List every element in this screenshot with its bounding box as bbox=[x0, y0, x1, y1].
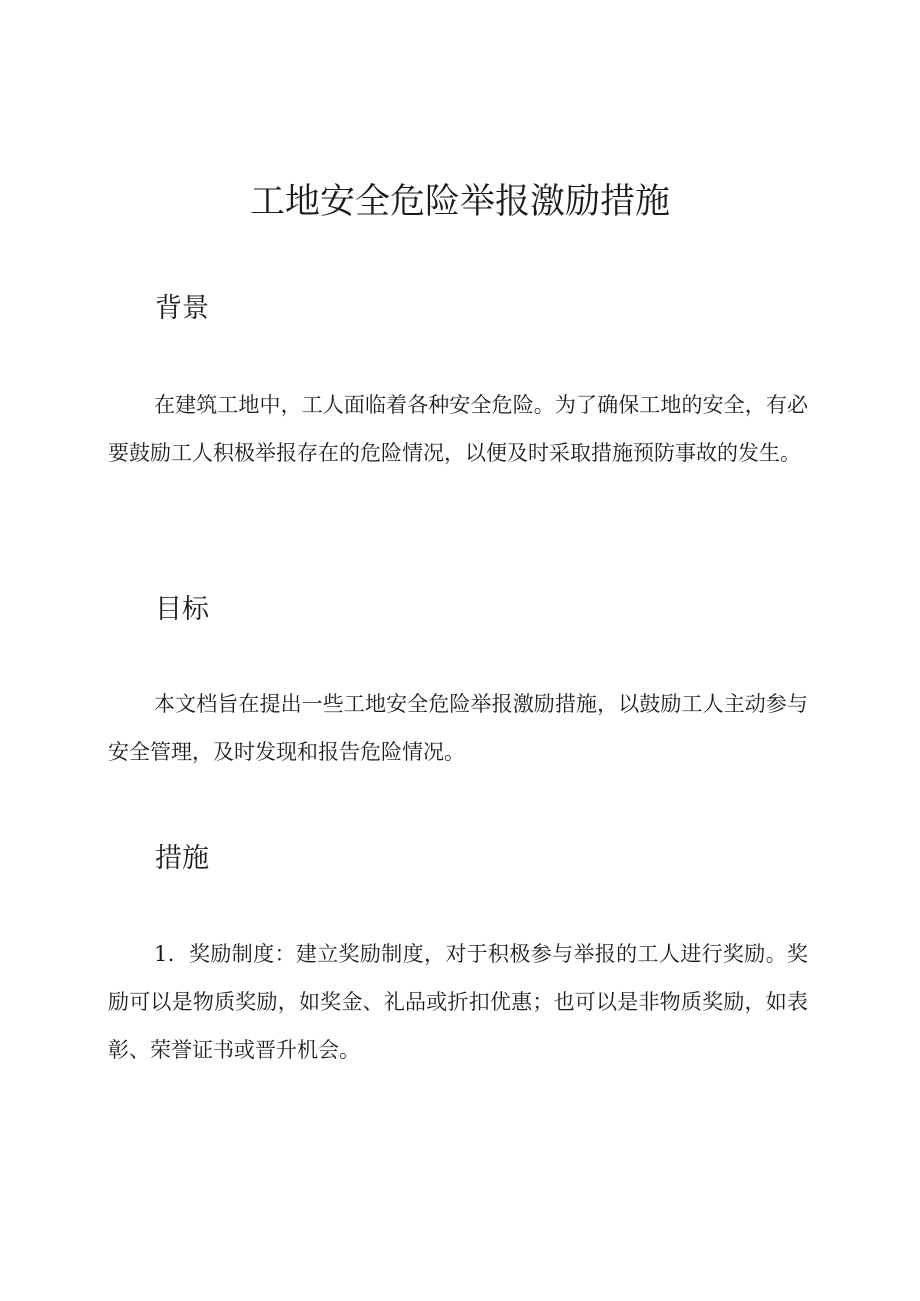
section-heading-measures: 措施 bbox=[155, 843, 209, 874]
paragraph-goal: 本文档旨在提出一些工地安全危险举报激励措施，以鼓励工人主动参与安全管理，及时发现和报告危险情况。 bbox=[108, 692, 808, 764]
paragraph-background: 在建筑工地中，工人面临着各种安全危险。为了确保工地的安全，有必要鼓励工人积极举报存在的危险情况，以便及时采取措施预防事故的发生。 bbox=[108, 393, 808, 465]
section-heading-goal: 目标 bbox=[155, 594, 209, 625]
section-heading-background: 背景 bbox=[155, 293, 209, 324]
paragraph-measure-1: 1．奖励制度：建立奖励制度，对于积极参与举报的工人进行奖励。奖励可以是物质奖励，如奖金、礼品或折扣优惠；也可以是非物质奖励，如表彰、荣誉证书或晋升机会。 bbox=[108, 942, 808, 1062]
document-title: 工地安全危险举报激励措施 bbox=[249, 182, 670, 222]
